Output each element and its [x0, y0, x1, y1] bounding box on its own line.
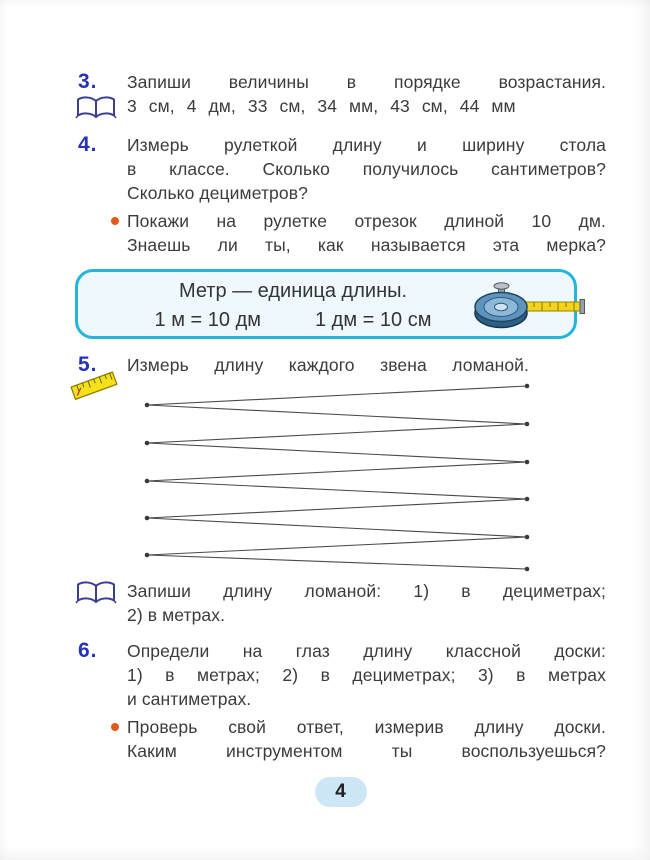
- task-3-values: 3 см, 4 дм, 33 см, 34 мм, 43 см, 44 мм: [127, 96, 516, 116]
- bullet-marker: [111, 723, 119, 731]
- task-3-gutter: [75, 70, 127, 94]
- task-4-bullet-line-2: Знаешь ли ты, как называется эта мерка?: [127, 235, 606, 255]
- task-4-instruction-line-3: Сколько дециметров?: [127, 183, 308, 203]
- task-3-number: 3.: [78, 70, 98, 93]
- bullet-marker: [111, 217, 119, 225]
- task-3-instruction: Запиши величины в порядке возрастания.: [127, 72, 606, 92]
- infobox-equation-1: 1 м = 10 дм: [154, 309, 261, 331]
- spacer: [75, 627, 606, 639]
- task-5: [75, 353, 606, 579]
- task-4-bullet-line-1: Покажи на рулетке отрезок длиной 10 дм.: [127, 211, 606, 231]
- book-icon: [75, 580, 127, 606]
- task-4-bullet-gutter: [75, 209, 127, 233]
- task-6-bullet-line-2: Каким инструментом ты воспользуешься?: [127, 741, 606, 761]
- task-6-instruction-line-1: Определи на глаз длину классной доски:: [127, 641, 606, 661]
- task-6-bullet-line-1: Проверь свой ответ, измерив длину доски.: [127, 717, 606, 737]
- task-4-instruction-line-2: в классе. Сколько получилось сантиметров?: [127, 159, 606, 179]
- infobox-equations: [98, 306, 488, 335]
- tape-measure-icon: [474, 278, 596, 341]
- spacer: [75, 121, 606, 133]
- book-icon: [75, 95, 127, 121]
- task-3: [75, 70, 606, 121]
- task-6-bullet-gutter: [75, 715, 127, 739]
- task-5-number: 5.: [78, 353, 98, 376]
- infobox-equation-2: 1 дм = 10 см: [315, 309, 432, 331]
- note-line-2: 2) в метрах.: [127, 605, 226, 625]
- page-number-badge: [315, 777, 367, 807]
- task-6-instruction-line-2: 1) в метрах; 2) в дециметрах; 3) в метрах: [127, 665, 606, 685]
- page-number: 4: [335, 781, 346, 802]
- task-4: [75, 133, 606, 257]
- note-line-1: Запиши длину ломаной: 1) в дециметрах;: [127, 581, 606, 601]
- task-6-gutter: [75, 639, 127, 663]
- note-icon-gutter: [75, 579, 127, 606]
- task-6-number: 6.: [78, 639, 98, 662]
- task-3-icon-gutter: [75, 94, 127, 121]
- infobox-title: Метр — единица длины.: [178, 280, 408, 302]
- task-4-number: 4.: [78, 133, 98, 156]
- task-6-instruction-line-3: и сантиметрах.: [127, 689, 252, 709]
- task-4-instruction-line-1: Измерь рулеткой длину и ширину стола: [127, 135, 606, 155]
- task-5-instruction: Измерь длину каждого звена ломаной.: [127, 355, 529, 375]
- broken-line-figure: [127, 381, 606, 579]
- task-4-gutter: [75, 133, 127, 157]
- note: [75, 579, 606, 627]
- metric-info-box: [75, 269, 577, 339]
- task-6: [75, 639, 606, 763]
